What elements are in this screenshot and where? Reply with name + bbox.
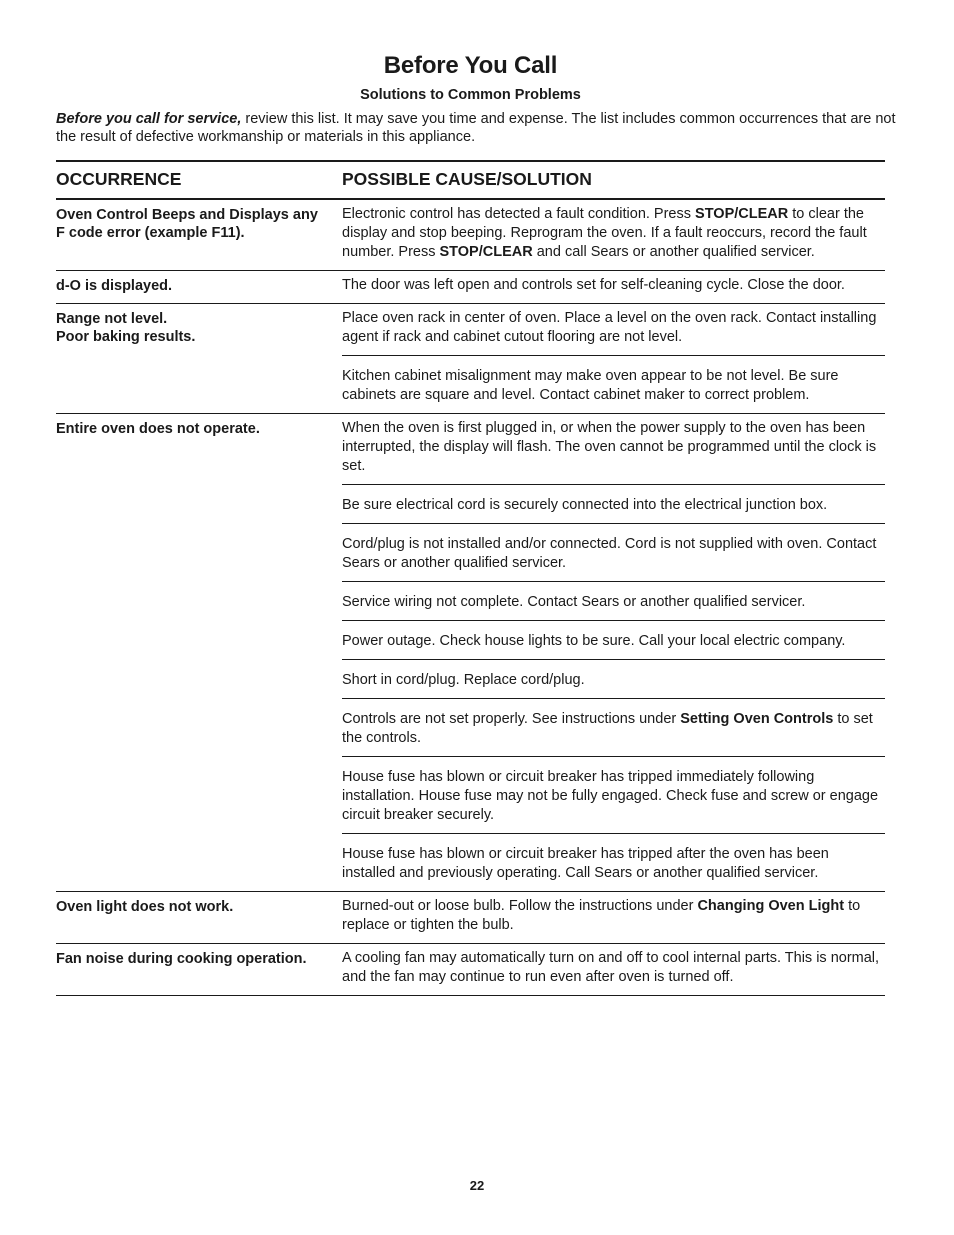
occurrence-cell: Oven Control Beeps and Displays any F code error (example F11). xyxy=(56,207,318,241)
occurrence-cell: d-O is displayed. xyxy=(56,278,173,294)
solution-text: Power outage. Check house lights to be sure. Call your local electric company. xyxy=(342,633,846,649)
occurrence-cell: Range not level. Poor baking results. xyxy=(56,311,196,345)
solution-emphasis: STOP/CLEAR xyxy=(439,244,533,260)
solution-emphasis: Changing Oven Light xyxy=(697,898,845,914)
solution-item xyxy=(342,659,885,698)
solution-text: to set the controls. xyxy=(342,711,873,746)
solution-text: Kitchen cabinet misalignment may make oven appear to be not level. Be sure cabinets are square and level. Contact cabinet maker to correct problem. xyxy=(342,368,839,403)
solution-item xyxy=(342,355,885,413)
solution-item xyxy=(342,484,885,523)
solution-text: Cord/plug is not installed and/or connected. Cord is not supplied with oven. Contact Sears or another qualified servicer. xyxy=(342,536,877,571)
solution-emphasis: Setting Oven Controls xyxy=(680,711,834,727)
solution-item xyxy=(342,581,885,620)
solution-text: to replace or tighten the bulb. xyxy=(342,898,861,933)
table-row xyxy=(56,414,885,892)
page-number: 22 xyxy=(469,1178,485,1193)
table-row xyxy=(56,892,885,944)
solution-item xyxy=(342,892,885,943)
occurrence-cell: Fan noise during cooking operation. xyxy=(56,951,307,967)
solution-text: Electronic control has detected a fault condition. Press xyxy=(342,206,696,222)
solution-cell xyxy=(342,200,885,270)
solution-cell xyxy=(342,944,885,995)
solution-cell xyxy=(342,892,885,943)
solution-item xyxy=(342,833,885,891)
solution-text: Controls are not set properly. See instructions under xyxy=(342,711,681,727)
solution-text: Be sure electrical cord is securely connected into the electrical junction box. xyxy=(342,497,828,513)
solution-text: Place oven rack in center of oven. Place a level on the oven rack. Contact installing agent if rack and cabinet cutout flooring are not level. xyxy=(342,310,877,345)
table-row xyxy=(56,304,885,414)
solution-cell xyxy=(342,271,885,303)
solution-text: The door was left open and controls set for self-cleaning cycle. Close the door. xyxy=(342,277,845,293)
occurrence-cell: Oven light does not work. xyxy=(56,899,234,915)
solution-item xyxy=(342,523,885,581)
solution-item xyxy=(342,304,885,355)
solution-item xyxy=(342,698,885,756)
intro-lead: Before you call for service, xyxy=(56,111,242,127)
solution-text: Short in cord/plug. Replace cord/plug. xyxy=(342,672,585,688)
table-row xyxy=(56,944,885,996)
solution-item xyxy=(342,271,885,303)
column-header-solution: POSSIBLE CAUSE/SOLUTION xyxy=(342,169,592,189)
solution-cell xyxy=(342,414,885,891)
solution-item xyxy=(342,620,885,659)
solution-item xyxy=(342,414,885,484)
solution-text: When the oven is first plugged in, or when the power supply to the oven has been interrupted, the display will flash. The oven cannot be programmed until the clock is set. xyxy=(342,420,877,474)
solution-emphasis: STOP/CLEAR xyxy=(695,206,789,222)
table-row xyxy=(56,271,885,304)
occurrence-cell: Entire oven does not operate. xyxy=(56,421,260,437)
solution-item xyxy=(342,200,885,270)
solution-item xyxy=(342,756,885,833)
solution-text: A cooling fan may automatically turn on and off to cool internal parts. This is normal, and the fan may continue to run even after oven is turned off. xyxy=(342,950,880,985)
header-rule-top xyxy=(56,160,885,162)
solution-text: House fuse has blown or circuit breaker has tripped immediately following installation. House fuse may not be fully engaged. Check fuse and screw or engage circuit breaker securely. xyxy=(342,769,879,823)
intro-paragraph xyxy=(56,110,896,146)
table-row xyxy=(56,200,885,271)
troubleshooting-table xyxy=(56,200,885,996)
solution-text: House fuse has blown or circuit breaker has tripped after the oven has been installed and previously operating. Call Sears or another qualified servicer. xyxy=(342,846,829,881)
solution-cell xyxy=(342,304,885,413)
solution-item xyxy=(342,944,885,995)
page-title: Before You Call xyxy=(383,52,558,79)
solution-text: Service wiring not complete. Contact Sears or another qualified servicer. xyxy=(342,594,806,610)
solution-text: and call Sears or another qualified servicer. xyxy=(532,244,815,260)
solution-text: Burned-out or loose bulb. Follow the instructions under xyxy=(342,898,698,914)
page-subtitle: Solutions to Common Problems xyxy=(360,87,581,103)
column-header-occurrence: OCCURRENCE xyxy=(56,169,182,189)
solution-text: to clear the display and stop beeping. Reprogram the oven. If a fault reoccurs, record the fault number. Press xyxy=(342,206,867,260)
intro-text: review this list. It may save you time and expense. The list includes common occurrences that are not the result of defective workmanship or materials in this appliance. xyxy=(56,111,896,145)
